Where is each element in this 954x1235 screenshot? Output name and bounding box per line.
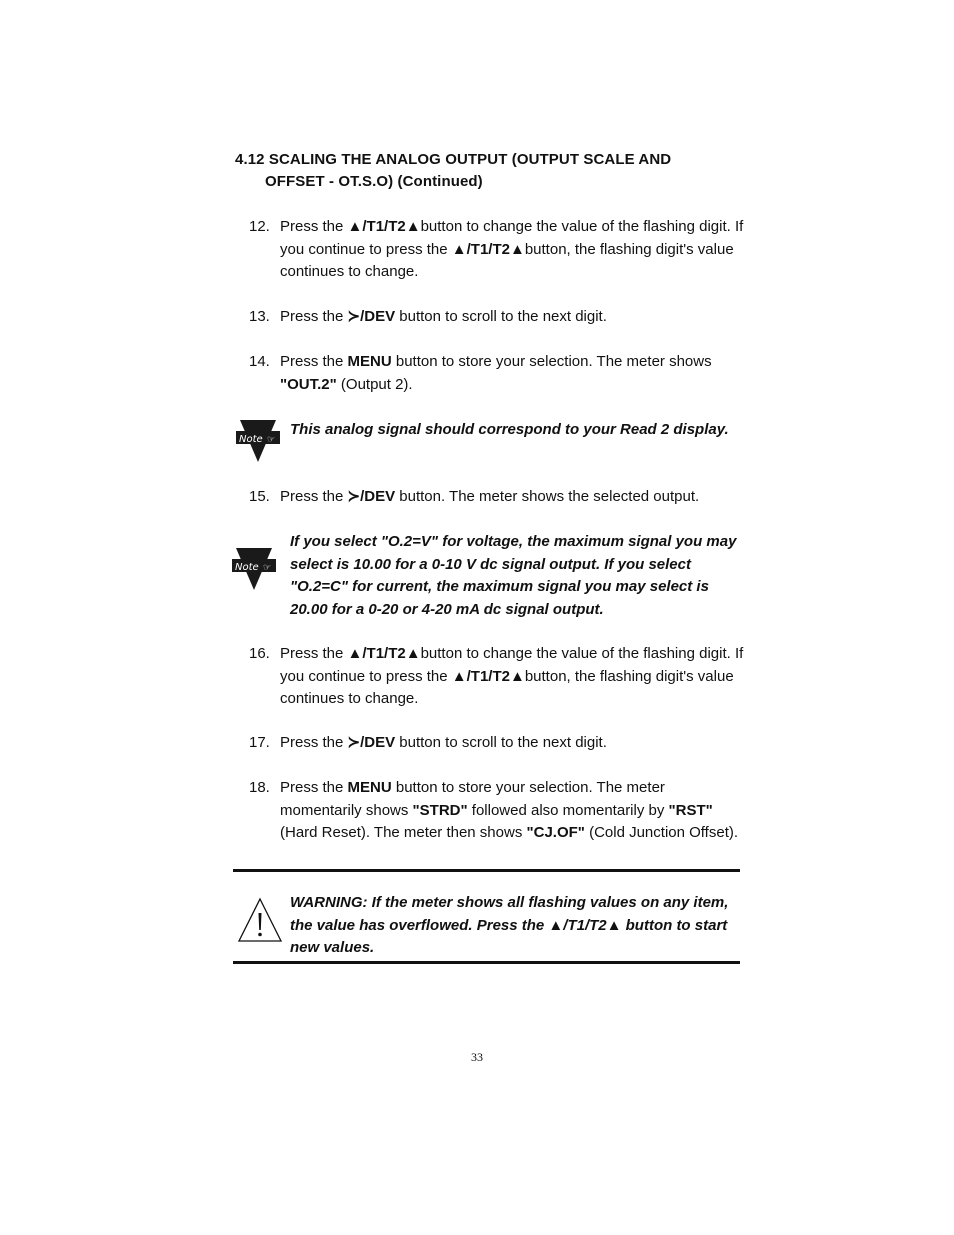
warning-bottom-rule bbox=[233, 961, 740, 964]
text-run: (Output 2). bbox=[336, 375, 413, 393]
step-number: 17. bbox=[249, 734, 270, 751]
section-heading-line2: OFFSET - OT.S.O) (Continued) bbox=[265, 173, 483, 190]
display-code: "CJ.OF" bbox=[526, 824, 585, 841]
section-heading-line1: 4.12 SCALING THE ANALOG OUTPUT (OUTPUT SCALE AND bbox=[235, 151, 672, 168]
step-number: 12. bbox=[249, 218, 270, 235]
step-13 bbox=[249, 306, 749, 329]
button-ref: MENU bbox=[347, 779, 392, 796]
step-number: 18. bbox=[249, 779, 270, 796]
step-number: 15. bbox=[249, 488, 270, 505]
display-code: "STRD" bbox=[412, 801, 468, 819]
text-run: button to scroll to the next digit. bbox=[395, 308, 607, 325]
text-run: Press the bbox=[280, 645, 348, 662]
warning-text: WARNING: If the meter shows all flashing values on any item, the value has overflowed. Press the ▲/T1/T2▲ button to start new values. bbox=[290, 894, 729, 956]
note-icon-label: Note bbox=[235, 562, 259, 573]
page-number: 33 bbox=[471, 1050, 483, 1064]
svg-text:☞: ☞ bbox=[267, 435, 276, 445]
step-text bbox=[280, 732, 749, 755]
text-run: Press the bbox=[280, 734, 348, 751]
step-number: 16. bbox=[249, 645, 270, 662]
text-run: button to store your selection. The meter shows bbox=[391, 353, 712, 370]
button-ref: ≻/DEV bbox=[347, 488, 396, 505]
step-17 bbox=[249, 732, 749, 755]
svg-text:☞: ☞ bbox=[263, 563, 272, 573]
text-run: Press the bbox=[280, 218, 348, 235]
step-number: 13. bbox=[249, 308, 270, 325]
button-ref: ▲/T1/T2▲ bbox=[451, 240, 525, 258]
text-run: (Cold Junction Offset). bbox=[584, 824, 739, 841]
note-icon bbox=[232, 546, 276, 592]
text-run: button. The meter shows the selected output. bbox=[395, 488, 700, 505]
step-12 bbox=[249, 216, 749, 284]
button-ref: ≻/DEV bbox=[347, 734, 396, 751]
step-text bbox=[280, 486, 749, 509]
text-run: button to scroll to the next digit. bbox=[395, 734, 607, 751]
step-14 bbox=[249, 351, 749, 396]
note-2-text: If you select "O.2=V" for voltage, the maximum signal you may select is 10.00 for a 0-10 V dc signal output. If you select "O.2=C" for current, the maximum signal you may select is 20.00 for a 0-20 or 4-20 mA dc signal output. bbox=[290, 533, 737, 618]
display-code: "RST" bbox=[668, 801, 713, 819]
text-run: Press the bbox=[280, 353, 348, 370]
text-run: Press the bbox=[280, 308, 348, 325]
display-code: "OUT.2" bbox=[280, 375, 337, 393]
note-icon-label: Note bbox=[239, 434, 263, 445]
text-run: button, the flashing digit's value continues to change. bbox=[280, 667, 734, 707]
text-run: button to change the value of the flashing digit. If you continue to press the bbox=[280, 218, 744, 258]
note-1-text: This analog signal should correspond to your Read 2 display. bbox=[290, 421, 729, 438]
text-run: button to store your selection. The meter momentarily shows bbox=[280, 779, 665, 819]
warning-triangle-icon bbox=[236, 896, 284, 944]
text-run: (Hard Reset). The meter then shows bbox=[280, 824, 527, 841]
step-text bbox=[280, 777, 749, 845]
note-icon bbox=[236, 418, 280, 464]
section-heading bbox=[235, 149, 671, 193]
text-run: button to change the value of the flashing digit. If you continue to press the bbox=[280, 645, 744, 685]
button-ref: ▲/T1/T2▲ bbox=[347, 645, 421, 662]
step-text bbox=[280, 306, 749, 329]
button-ref: ▲/T1/T2▲ bbox=[347, 218, 421, 235]
text-run: followed also momentarily by bbox=[467, 801, 669, 819]
step-15 bbox=[249, 486, 749, 509]
text-run: Press the bbox=[280, 488, 348, 505]
text-run: Press the bbox=[280, 779, 348, 796]
step-text bbox=[280, 643, 749, 711]
button-ref: MENU bbox=[347, 353, 392, 370]
step-number: 14. bbox=[249, 353, 270, 370]
step-16 bbox=[249, 643, 749, 711]
step-18 bbox=[249, 777, 749, 845]
step-text bbox=[280, 216, 749, 284]
text-run: button, the flashing digit's value continues to change. bbox=[280, 240, 734, 280]
warning-top-rule bbox=[233, 869, 740, 872]
step-text bbox=[280, 351, 749, 396]
button-ref: ▲/T1/T2▲ bbox=[451, 667, 525, 685]
button-ref: ≻/DEV bbox=[347, 308, 396, 325]
